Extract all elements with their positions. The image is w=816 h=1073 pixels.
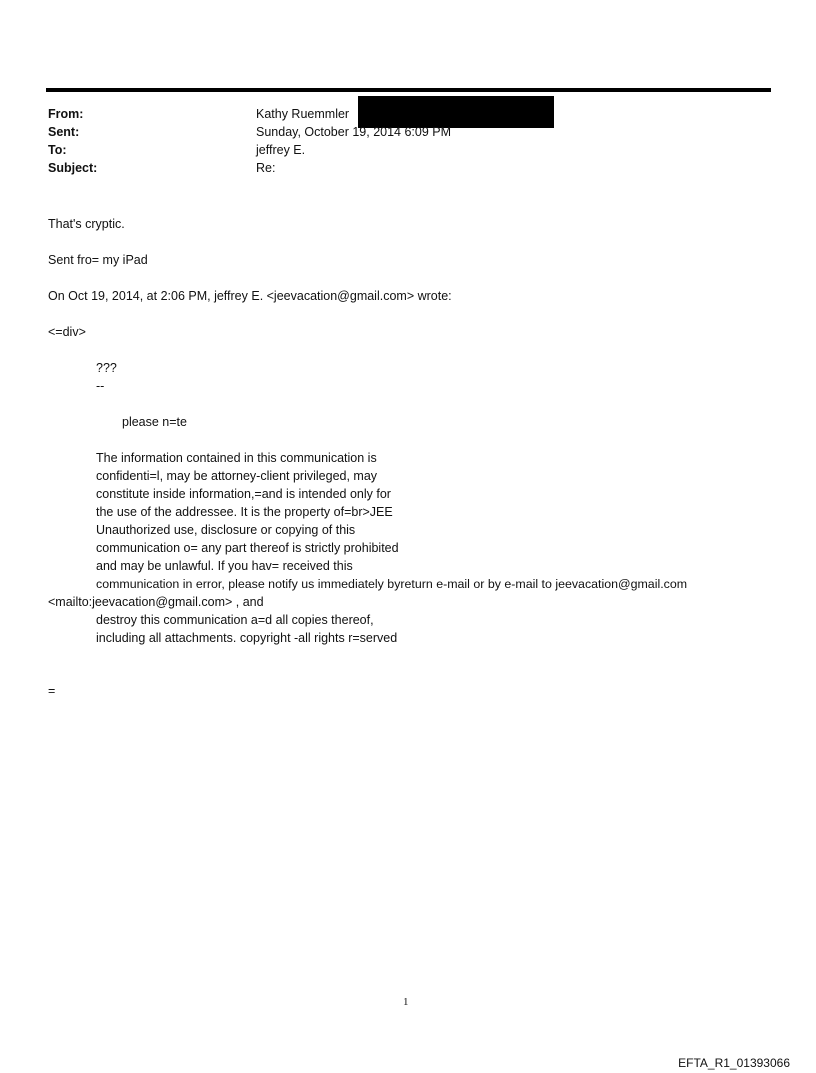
body-line: including all attachments. copyright -all rights r=served <box>96 631 398 645</box>
body-line: and may be unlawful. If you hav= received this <box>96 559 353 573</box>
subject-value: Re: <box>256 161 276 175</box>
subject-label: Subject: <box>48 161 98 175</box>
body-line: On Oct 19, 2014, at 2:06 PM, jeffrey E. <jeevacation@gmail.com> wrote: <box>48 289 452 303</box>
from-value: Kathy Ruemmler <box>256 107 350 121</box>
body-line: That's cryptic. <box>48 217 125 231</box>
body-line: destroy this communication a=d all copies thereof, <box>96 613 374 627</box>
to-value: jeffrey E. <box>256 143 306 157</box>
body-line: <=div> <box>48 325 86 339</box>
sent-value: Sunday, October 19, 2014 6:09 PM <box>256 125 452 139</box>
to-label: To: <box>48 143 67 157</box>
body-line: -- <box>96 379 105 393</box>
body-line: ??? <box>96 361 117 375</box>
body-line: constitute inside information,=and is intended only for <box>96 487 391 501</box>
body-line: Sent fro= my iPad <box>48 253 148 267</box>
body-line: the use of the addressee. It is the property of=br>JEE <box>96 505 393 519</box>
body-line: The information contained in this communication is <box>96 451 377 465</box>
body-line: communication in error, please notify us immediately byreturn e-mail or by e-mail to jeevacation@gmail.com <box>96 577 688 591</box>
body-line: = <box>48 684 56 698</box>
body-line: <mailto:jeevacation@gmail.com> , and <box>48 595 264 609</box>
body-line: Unauthorized use, disclosure or copying of this <box>96 523 356 537</box>
redaction-box <box>358 96 554 128</box>
document-id: EFTA_R1_01393066 <box>678 1056 790 1070</box>
header-rule <box>46 88 771 92</box>
page-number: 1 <box>403 996 409 1008</box>
body-line: communication o= any part thereof is strictly prohibited <box>96 541 399 555</box>
from-label: From: <box>48 107 84 121</box>
body-line: confidenti=l, may be attorney-client privileged, may <box>96 469 378 483</box>
sent-label: Sent: <box>48 125 80 139</box>
body-line: please n=te <box>122 415 187 429</box>
